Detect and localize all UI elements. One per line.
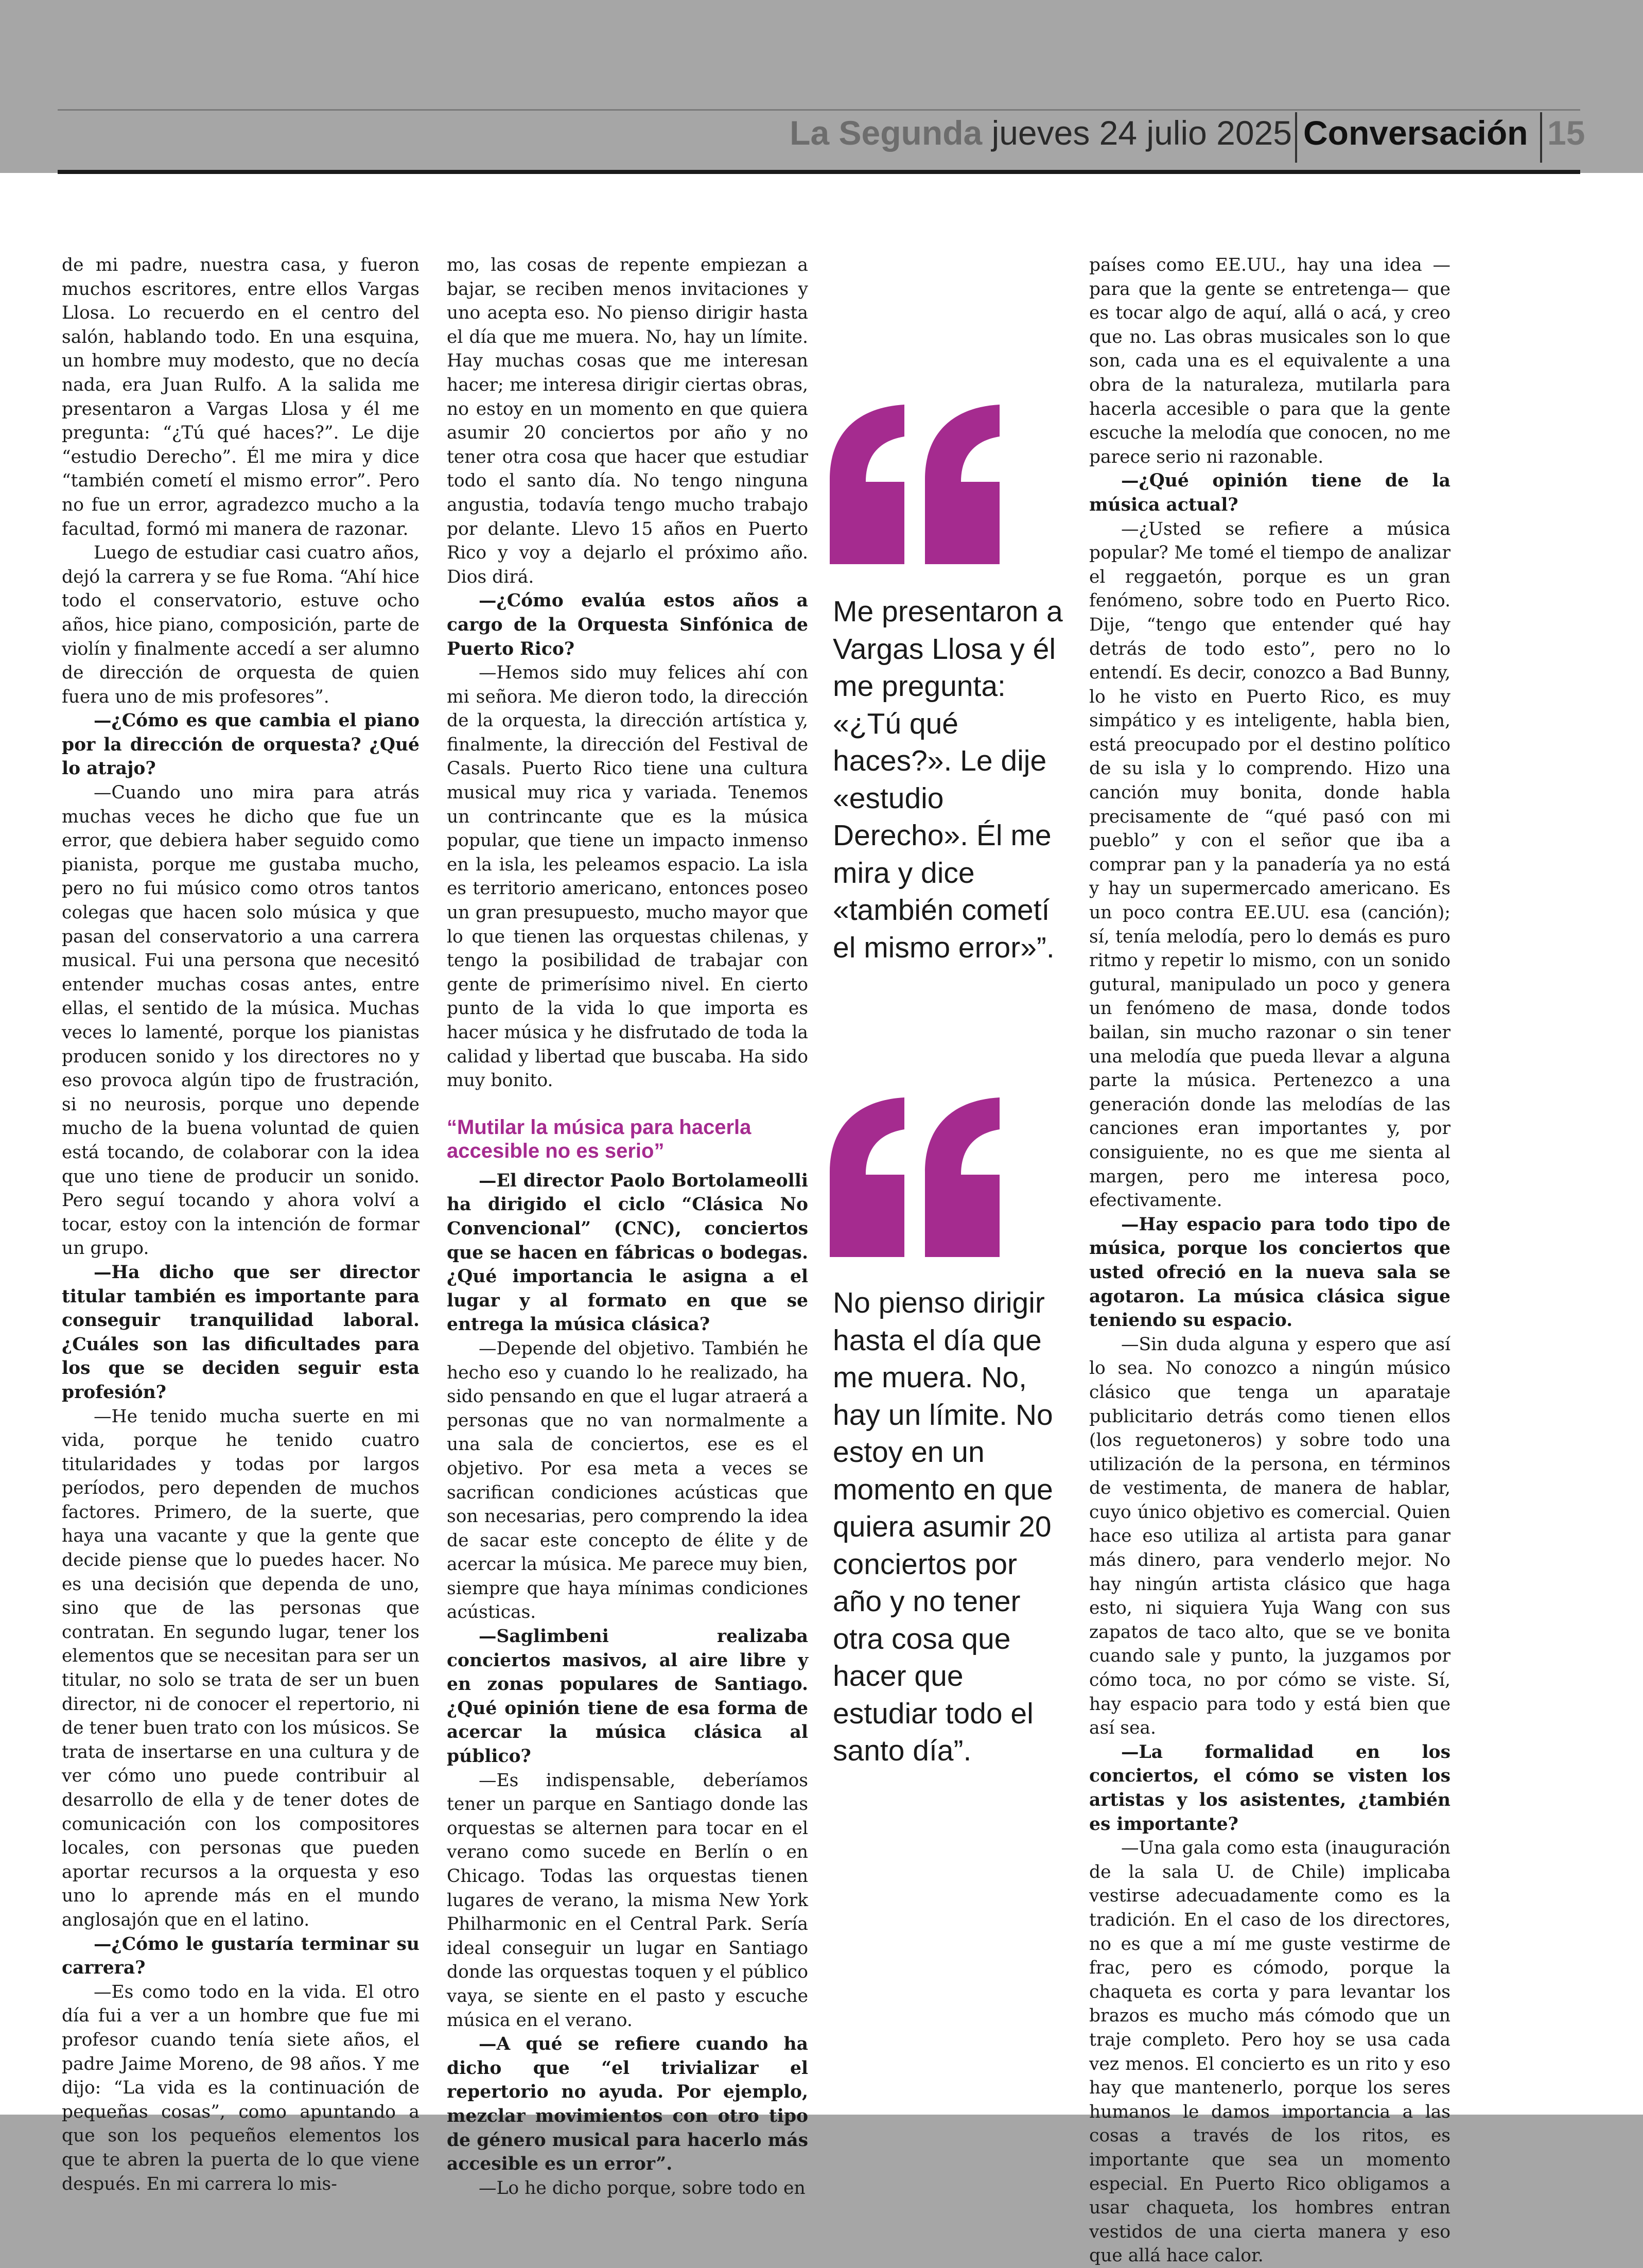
interview-question: —Hay espacio para todo tipo de música, porque los conciertos que usted ofreció en la nueva sala se agotaron. La música clásica sigue teniendo su espacio. [1089,1214,1450,1331]
section-name: Conversación [1303,114,1528,152]
interview-question: —El director Paolo Bortolameolli ha dirigido el ciclo “Clásica No Convencional” (CNC), conciertos que se hacen en fábricas o bodegas. ¿Qué importancia le asigna a el lugar y al formato en que se entrega la música clásica? [447,1170,808,1335]
page-number: 15 [1547,114,1585,152]
interview-question: —A qué se refiere cuando ha dicho que “el trivializar el repertorio no ayuda. Por ejemplo, mezclar movimientos con otro tipo de género musical para hacerlo más accesible es un error”. [447,2034,808,2175]
article-paragraph: —Depende del objetivo. También he hecho eso y cuando lo he realizado, ha sido pensando en que el lugar atraerá a personas que no van normalmente a una sala de conciertos, ese es el objetivo. Por esa meta a veces se sacrifican condiciones acústicas que son necesarias, pero comprendo la idea de sacar este concepto de élite y de acercar la música. Me parece muy bien, siempre que haya mínimas condiciones acústicas. [447,1338,808,1623]
header-divider [1540,112,1542,163]
article-paragraph: —Hemos sido muy felices ahí con mi señora. Me dieron todo, la dirección de la orquesta, la dirección artística y, finalmente, la dirección del Festival de Casals. Puerto Rico tiene una cultura musical muy rica y variada. Tenemos un contrincante que es la música popular, que tiene un impacto inmenso en la isla, les peleamos espacio. La isla es territorio americano, entonces poseo un gran presupuesto, mucho mayor que lo que tienen las orquestas chilenas, y tengo la posibilidad de trabajar con gente de primerísimo nivel. En cierto punto de la vida lo que importa es hacer música y he disfrutado de toda la calidad y libertad que buscaba. Ha sido muy bonito. [447,662,808,1091]
pull-quote: Me presentaron a Vargas Llosa y él me pregunta: «¿Tú qué haces?». Le dije «estudio Derecho». Él me mira y dice «también cometí el mismo error»”. [833,595,1063,964]
section-subhead: “Mutilar la música para hacerla accesible no es serio” [447,1115,751,1162]
text-column-1 [62,253,420,2196]
interview-question: —¿Qué opinión tiene de la música actual? [1089,470,1450,515]
masthead [790,113,1292,152]
quote-mark-icon [830,405,1000,564]
newspaper-name: La Segunda [790,114,983,152]
article-paragraph: —Sin duda alguna y espero que así lo sea. No conozco a ningún músico clásico que tenga un aparataje publicitario detrás como tienen ellos (los reguetoneros) y sobre todo una utilización de la persona, en términos de vestimenta, de manera de hablar, cuyo único objetivo es comercial. Quien hace eso utiliza al artista para ganar más dinero, para venderlo mejor. No hay ningún artista clásico que haga esto, ni siquiera Yuja Wang con sus zapatos de taco alto, que se ve bonita cuando sale y punto, la juzgamos por cómo toca, no por cómo se viste. Sí, hay espacio para todo y está bien que así sea. [1089,1334,1450,1739]
page-header [58,112,1585,170]
article-paragraph: —Es como todo en la vida. El otro día fui a ver a un hombre que fue mi profesor cuando tenía siete años, el padre Jaime Moreno, de 98 años. Y me dijo: “La vida es la continuación de pequeñas cosas”, como apuntando a que son los pequeños elementos los que te abren la puerta de lo que viene después. En mi carrera lo mis- [62,1981,420,2194]
article-paragraph: mo, las cosas de repente empiezan a bajar, se reciben menos invitaciones y uno acepta eso. No pienso dirigir hasta el día que me muera. No, hay un límite. Hay muchas cosas que me interesan hacer; me interesa dirigir ciertas obras, no estoy en un momento en que quiera asumir 20 conciertos por año y no tener otra cosa que hacer que estudiar todo el santo día. No tengo ninguna angustia, todavía tengo mucho trabajo por delante. Llevo 15 años en Puerto Rico y voy a dejarlo el próximo año. Dios dirá. [447,255,808,587]
pull-quote: No pienso dirigir hasta el día que me muera. No, hay un límite. No estoy en un momento en que quiera asumir 20 conciertos por año y no tener otra cosa que hacer que estudiar todo el santo día”. [833,1286,1053,1767]
issue-date: jueves 24 julio 2025 [991,114,1292,152]
article-paragraph: —He tenido mucha suerte en mi vida, porque he tenido cuatro titularidades y todas por largos períodos, pero dependen de muchos factores. Primero, de la suerte, que haya una vacante y que la gente que decide piense que lo puedes hacer. No es una decisión que dependa de uno, sino que de las personas que contratan. En segundo lugar, tener los elementos que se necesitan para ser un titular, no solo se trata de ser un buen director, ni de conocer el repertorio, ni de tener buen trato con los músicos. Se trata de insertarse en una cultura y de ver cómo uno puede contribuir al desarrollo de ella y de tener dotes de comunicación con los compositores locales, con personas que pueden aportar recursos a la orquesta y eso uno lo aprende más en el mundo anglosajón que en el latino. [62,1406,420,1930]
top-border [58,109,1580,111]
article-paragraph: Luego de estudiar casi cuatro años, dejó la carrera y se fue Roma. “Ahí hice todo el conservatorio, estuve ocho años, hice piano, composición, parte de violín y finalmente accedí a ser alumno de dirección de orquesta de quien fuera uno de mis profesores”. [62,543,420,707]
interview-question: —Saglimbeni realizaba conciertos masivos, al aire libre y en zonas populares de Santiago. ¿Qué opinión tiene de esa forma de acercar la música clásica al público? [447,1626,808,1767]
quote-mark-icon [830,1097,1000,1257]
article-paragraph: —Cuando uno mira para atrás muchas veces he dicho que fue un error, que debiera haber seguido como pianista, porque me gustaba mucho, pero no fui músico como otros tantos colegas que hacen solo música y que pasan del conservatorio a una carrera musical. Fui una persona que necesitó entender muchas cosas antes, entre ellas, el sentido de la música. Muchas veces lo lamenté, porque los pianistas producen sonido y los directores no y eso provoca algún tipo de frustración, si no neurosis, porque uno depende mucho de la buena voluntad de quien está tocando, de colaborar con la idea que uno tiene de producir un sonido. Pero seguí tocando y ahora volví a tocar, estoy con la intención de formar un grupo. [62,782,420,1259]
interview-question: —¿Cómo le gustaría terminar su carrera? [62,1933,420,1979]
interview-question: —Ha dicho que ser director titular también es importante para conseguir tranquilidad laboral. ¿Cuáles son las dificultades para los que se deciden seguir esta profesión? [62,1262,420,1403]
interview-question: —¿Cómo evalúa estos años a cargo de la Orquesta Sinfónica de Puerto Rico? [447,590,808,659]
article-paragraph: —¿Usted se refiere a música popular? Me tomé el tiempo de analizar el reggaetón, porque es un gran fenómeno, sobre todo en Puerto Rico. Dije, “tengo que entender qué hay detrás de todo esto”, pero no lo entendí. Es decir, conozco a Bad Bunny, lo he visto en Puerto Rico, es muy simpático y es inteligente, habla bien, está preocupado por el destino político de su isla y lo comprendo. Hizo una canción muy bonita, donde habla precisamente de “qué pasó con mi pueblo” y con el señor que iba a comprar pan y la panadería ya no está y hay un supermercado americano. Es un poco contra EE.UU. esa (canción); sí, tenía melodía, pero lo demás es puro ritmo y repetir lo mismo, con un sonido gutural, manipulado un poco y genera un fenómeno de masa, donde todos bailan, sin mucho razonar o sin tener una melodía que pueda llevar a alguna parte la música. Pertenezco a una generación donde las melodías de las canciones eran importantes y, por consiguiente, no es que me sienta al margen, pero me interesa poco, efectivamente. [1089,518,1450,1211]
article-paragraph: —Lo he dicho porque, sobre todo en [479,2177,806,2199]
header-rule [58,170,1580,174]
interview-question: —La formalidad en los conciertos, el cómo se visten los artistas y los asistentes, ¿también es importante? [1089,1741,1450,1835]
article-paragraph: de mi padre, nuestra casa, y fueron muchos escritores, entre ellos Vargas Llosa. Lo recuerdo en el centro del salón, hablando todo. En una esquina, un hombre muy modesto, que no decía nada, era Juan Rulfo. A la salida me presentaron a Vargas Llosa y él me pregunta: “¿Tú qué haces?”. Le dije “estudio Derecho”. Él me mira y dice “también cometí el mismo error”. Pero no fue un error, agradezco mucho a la facultad, formó mi manera de razonar. [62,255,420,539]
header-divider [1295,112,1297,163]
text-column-4 [1089,253,1450,2268]
article-paragraph: —Es indispensable, deberíamos tener un parque en Santiago donde las orquestas se alternen para tocar en el verano como sucede en Berlín o en Chicago. Todas las orquestas tienen lugares de verano, la misma New York Philharmonic en el Central Park. Sería ideal conseguir un lugar en Santiago donde las orquestas toquen y el público vaya, se siente en el pasto y escuche música en el verano. [447,1770,808,2031]
interview-question: —¿Cómo es que cambia el piano por la dirección de orquesta? ¿Qué lo atrajo? [62,710,420,779]
article-paragraph: países como EE.UU., hay una idea —para que la gente se entretenga— que es tocar algo de aquí, allá o acá, y creo que no. Las obras musicales son lo que son, cada una es el equivalente a una obra de la naturaleza, mutilarla para hacerla accesible o para que la gente escuche la melodía que conocen, no me parece serio ni razonable. [1089,255,1450,467]
article-paragraph: —Una gala como esta (inauguración de la sala U. de Chile) implicaba vestirse adecuadamente como es la tradición. En el caso de los directores, no es que a mí me guste vestirme de frac, pero es cómodo, porque la chaqueta es corta y para levantar los brazos es mucho más cómodo que un traje completo. Pero hoy se usa cada vez menos. El concierto es un rito y eso hay que mantenerlo, porque los seres humanos le damos importancia a las cosas a través de los ritos, es importante que sea un momento especial. En Puerto Rico obligamos a usar chaqueta, los hombres entran vestidos de una cierta manera y eso que allá hace calor. [1089,1838,1450,2266]
text-column-2 [447,253,808,2200]
